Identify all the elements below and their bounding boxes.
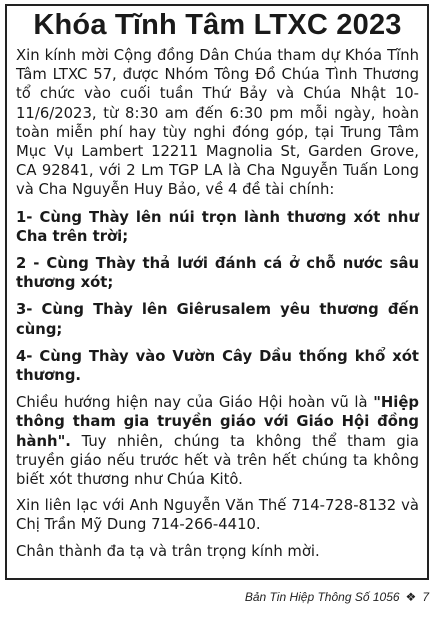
page-footer xyxy=(245,590,429,604)
page-number: 7 xyxy=(422,590,429,604)
direction-text-pre: Chiều hướng hiện nay của Giáo Hội hoàn vũ là xyxy=(16,394,374,412)
intro-paragraph: Xin kính mời Cộng đồng Dân Chúa tham dự Khóa Tĩnh Tâm LTXC 57, được Nhóm Tông Đồ Chúa Tình Thương tổ chức vào cuối tuần Thứ Bảy và Chúa Nhật 10-11/6/2023, từ 8:30 am đến 6:30 pm mỗi ngày, hoàn toàn miễn phí hay tùy nghi đóng góp, tại Trung Tâm Mục Vụ Lambert 12211 Magnolia St, Garden Grove, CA 92841, với 2 Lm TGP LA là Cha Nguyễn Tuấn Long và Cha Nguyễn Huy Bảo, về 4 đề tài chính: xyxy=(16,47,419,199)
topic-item-2: 2 - Cùng Thày thả lưới đánh cá ở chỗ nước sâu thương xót; xyxy=(16,255,419,292)
contact-paragraph: Xin liên lạc với Anh Nguyễn Văn Thế 714-728-8132 và Chị Trần Mỹ Dung 714-266-4410. xyxy=(16,497,419,534)
closing-paragraph: Chân thành đa tạ và trân trọng kính mời. xyxy=(16,542,320,560)
publication-name: Bản Tin Hiệp Thông Số 1056 xyxy=(244,590,400,604)
page-title: Khóa Tĩnh Tâm LTXC 2023 xyxy=(33,9,402,41)
diamond-separator-icon: ❖ xyxy=(405,590,417,604)
topic-item-1: 1- Cùng Thày lên núi trọn lành thương xót như Cha trên trời; xyxy=(16,208,419,245)
topic-item-3: 3- Cùng Thày lên Giêrusalem yêu thương đến cùng; xyxy=(16,301,419,338)
topic-item-4: 4- Cùng Thày vào Vườn Cây Dầu thống khổ xót thương. xyxy=(16,347,419,385)
direction-quote: "Hiệp thông tham gia truyền giáo với Giáo Hội đồng hành". xyxy=(16,394,419,450)
direction-paragraph xyxy=(16,393,419,489)
announcement-box xyxy=(5,4,429,580)
direction-text-post: Tuy nhiên, chúng ta không thể tham gia truyền giáo nếu trước hết và trên hết chúng ta không biết xót thương như Chúa Kitô. xyxy=(16,432,419,489)
